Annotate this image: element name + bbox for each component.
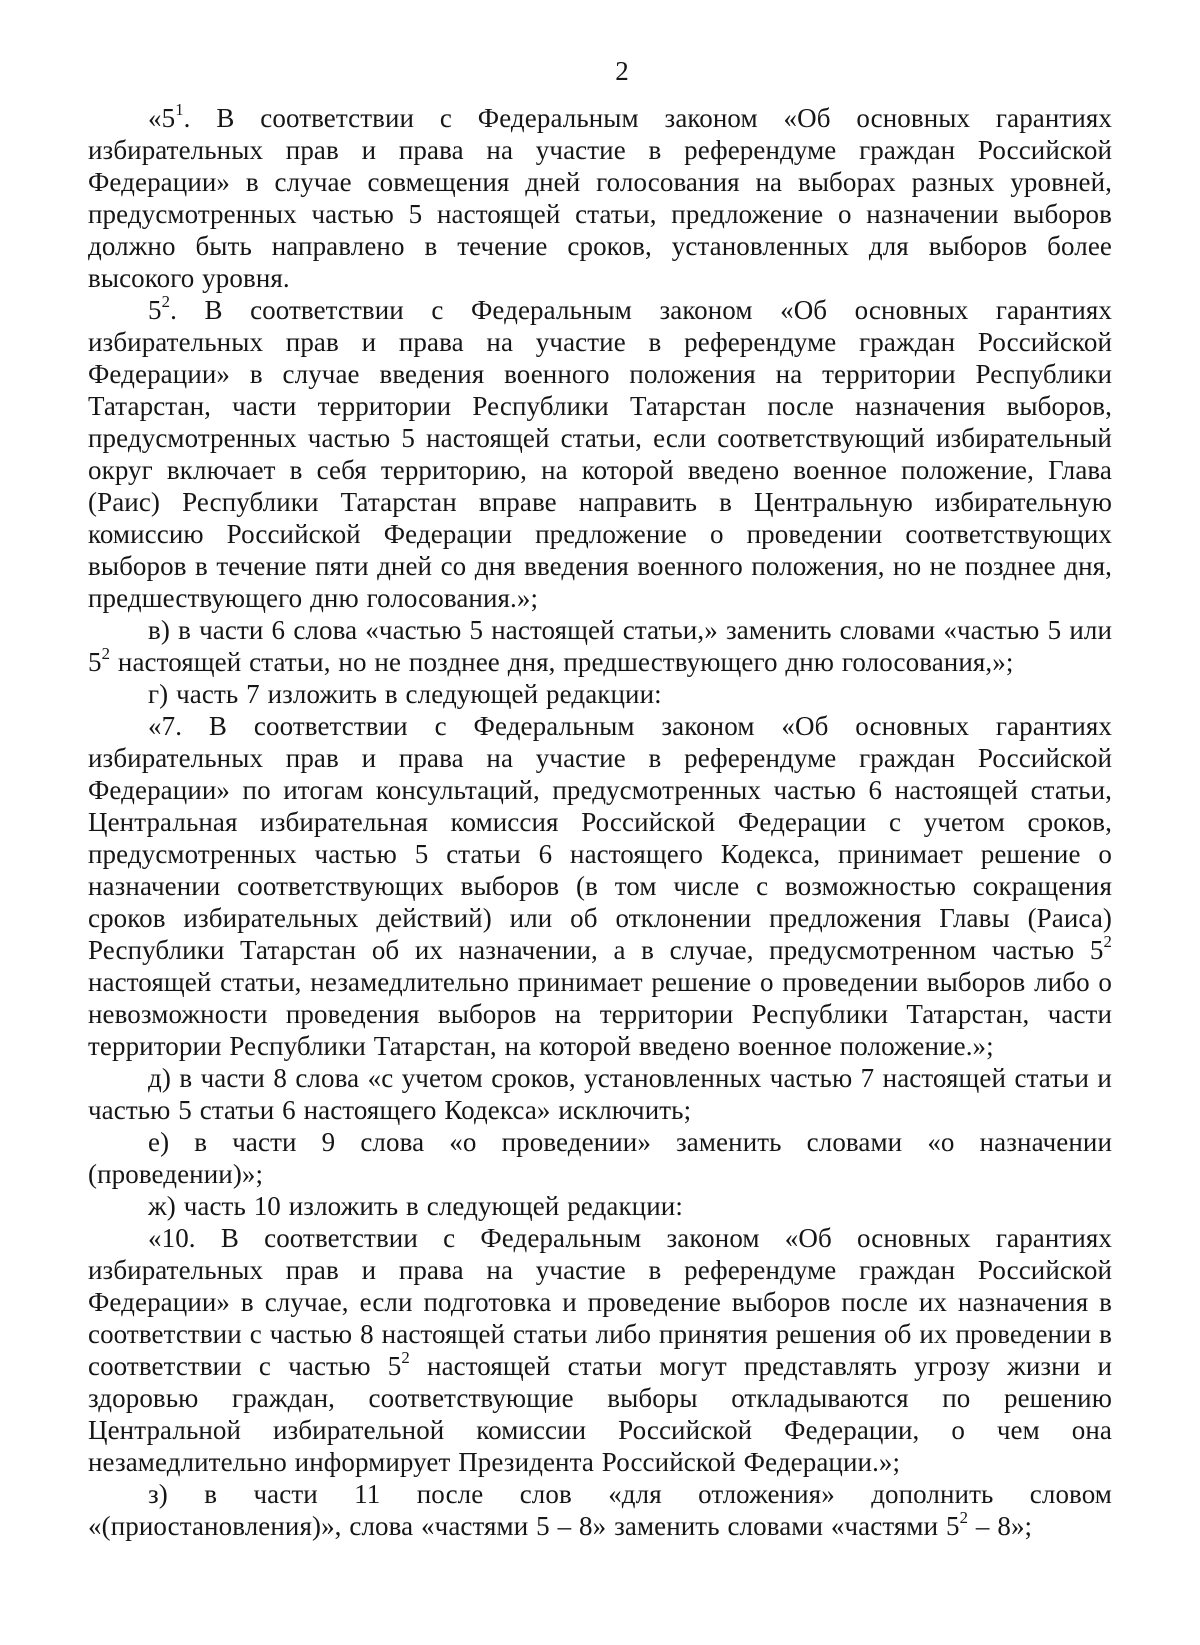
paragraph-5-2: $5^2$. В соответствии с Федеральным законом «Об основных гарантиях избирательных прав и права на участие в референдуме граждан Российской Федерации» в случае введения военного положения на территории Республики Татарстан, части территории Республики Татарстан после назначения выборов, предусмотренных частью 5 настоящей статьи, если соответствующий избирательный округ включает в себя территорию, на которой введено военное положение, Глава (Раис) Республики Татарстан вправе направить в Центральную избирательную комиссию Российской Федерации предложение о проведении соответствующих выборов в течение пяти дней со дня введения военного положения, но не позднее дня, предшествующего дню голосования.»; [88,291,1112,613]
item-z-part11: з) в части 11 после слов «для отложения» дополнить словом «(приостановления)», слова «частями 5 – 8» заменить словами «частями $5^2 - 8$»; [88,1479,1112,1541]
item-e-part9: е) в части 9 слова «о проведении» заменить словами «о назначении (проведении)»; [88,1127,1112,1189]
paragraph-10: «10. В соответствии с Федеральным законом «Об основных гарантиях избирательных прав и права на участие в референдуме граждан Российской Федерации» в случае, если подготовка и проведение выборов после их назначения в соответствии с частью 8 настоящей статьи либо принятия решения об их проведении в соответствии с частью $5^2$ настоящей статьи могут представлять угрозу жизни и здоровью граждан, соответствующие выборы откладываются по решению Центральной избирательной комиссии Российской Федерации, о чем она незамедлительно информирует Президента Российской Федерации.»; [88,1223,1112,1477]
item-d-part8: д) в части 8 слова «с учетом сроков, установленных частью 7 настоящей статьи и частью 5 статьи 6 настоящего Кодекса» исключить; [88,1063,1112,1125]
item-v-part6: в) в части 6 слова «частью 5 настоящей статьи,» заменить словами «частью 5 или $5^2$ настоящей статьи, но не позднее дня, предшествующего дню голосования,»; [88,615,1112,677]
paragraph-7: «7. В соответствии с Федеральным законом «Об основных гарантиях избирательных прав и права на участие в референдуме граждан Российской Федерации» по итогам консультаций, предусмотренных частью 6 настоящей статьи, Центральная избирательная комиссия Российской Федерации с учетом сроков, предусмотренных частью 5 статьи 6 настоящего Кодекса, принимает решение о назначении соответствующих выборов (в том числе с возможностью сокращения сроков избирательных действий) или об отклонении предложения Главы (Раиса) Республики Татарстан об их назначении, а в случае, предусмотренном частью $5^2$ настоящей статьи, незамедлительно принимает решение о проведении выборов либо о невозможности проведения выборов на территории Республики Татарстан, части территории Республики Татарстан, на которой введено военное положение.»; [88,711,1112,1061]
document-body [88,99,1112,1542]
page-number: 2 [615,56,629,86]
paragraph-5-1: «$5^1$. В соответствии с Федеральным законом «Об основных гарантиях избирательных прав и права на участие в референдуме граждан Российской Федерации» в случае совмещения дней голосования на выборах разных уровней, предусмотренных частью 5 настоящей статьи, предложение о назначении выборов должно быть направлено в течение сроков, установленных для выборов более высокого уровня. [88,99,1112,293]
item-g-part7: г) часть 7 изложить в следующей редакции: [148,679,662,709]
item-zh-part10: ж) часть 10 изложить в следующей редакции: [148,1191,683,1221]
